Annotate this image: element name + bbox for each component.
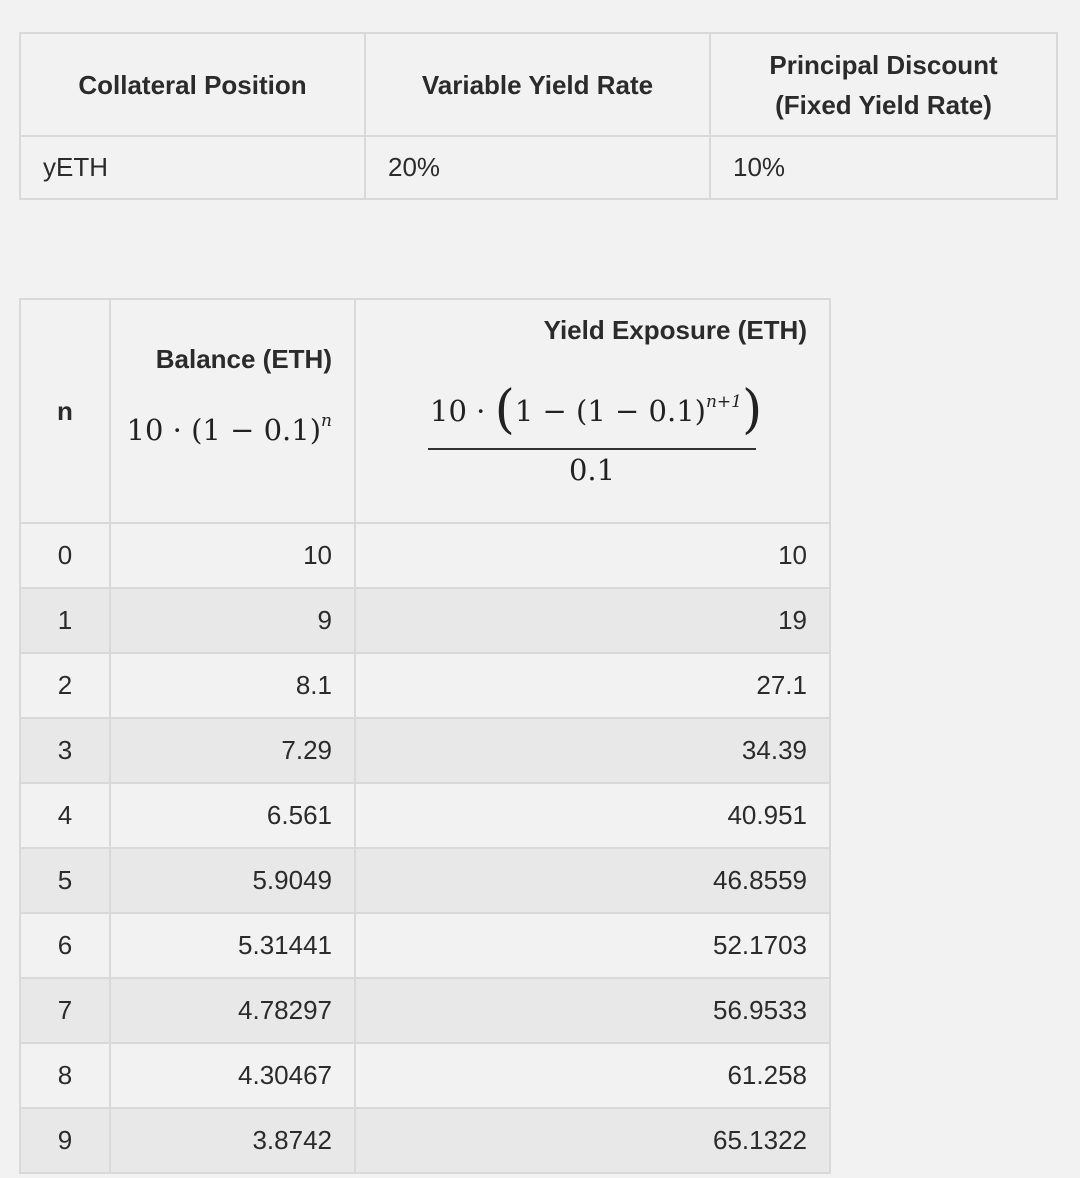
yield-exposure-header	[355, 299, 830, 523]
principal-discount-header: Principal Discount (Fixed Yield Rate)	[710, 33, 1057, 136]
collateral-position-header: Collateral Position	[20, 33, 365, 136]
n-header: n	[20, 299, 110, 523]
collateral-position-cell: yETH	[20, 136, 365, 199]
collateral-table-header-row	[20, 33, 1057, 136]
yield-formula-fraction-bar	[428, 448, 756, 450]
yield-cell: 52.1703	[355, 913, 830, 978]
table-row	[20, 848, 830, 913]
n-cell: 9	[20, 1108, 110, 1173]
variable-yield-rate-cell: 20%	[365, 136, 710, 199]
yield-cell: 19	[355, 588, 830, 653]
table-row	[20, 1108, 830, 1173]
yield-cell: 34.39	[355, 718, 830, 783]
variable-yield-rate-header: Variable Yield Rate	[365, 33, 710, 136]
n-cell: 6	[20, 913, 110, 978]
n-cell: 2	[20, 653, 110, 718]
yield-cell: 40.951	[355, 783, 830, 848]
table-row	[20, 523, 830, 588]
yield-formula-denominator: 0.1	[568, 453, 616, 487]
balance-cell: 8.1	[110, 653, 355, 718]
n-cell: 3	[20, 718, 110, 783]
balance-cell: 3.8742	[110, 1108, 355, 1173]
yield-cell: 27.1	[355, 653, 830, 718]
n-cell: 8	[20, 1043, 110, 1108]
balance-cell: 5.31441	[110, 913, 355, 978]
balance-cell: 10	[110, 523, 355, 588]
table-row	[20, 718, 830, 783]
yield-exposure-table	[19, 298, 831, 1174]
yield-formula-numerator: $10 \cdot (1 - (1 - 0.1)^{n+1})$	[430, 380, 763, 440]
collateral-table-row	[20, 136, 1057, 199]
table-row	[20, 913, 830, 978]
balance-header-label: Balance (ETH)	[155, 344, 332, 374]
yield-cell: 56.9533	[355, 978, 830, 1043]
n-cell: 1	[20, 588, 110, 653]
table-row	[20, 1043, 830, 1108]
n-cell: 7	[20, 978, 110, 1043]
balance-cell: 5.9049	[110, 848, 355, 913]
table-row	[20, 978, 830, 1043]
yield-cell: 65.1322	[355, 1108, 830, 1173]
collateral-table	[19, 32, 1058, 200]
yield-cell: 46.8559	[355, 848, 830, 913]
table-row	[20, 653, 830, 718]
yield-exposure-header-label: Yield Exposure (ETH)	[543, 315, 807, 345]
balance-formula: $10 \cdot (1 - 0.1)^n$	[126, 411, 332, 447]
balance-cell: 9	[110, 588, 355, 653]
yield-cell: 10	[355, 523, 830, 588]
table-row	[20, 783, 830, 848]
balance-header	[110, 299, 355, 523]
yield-cell: 61.258	[355, 1043, 830, 1108]
balance-cell: 4.78297	[110, 978, 355, 1043]
balance-cell: 4.30467	[110, 1043, 355, 1108]
n-cell: 0	[20, 523, 110, 588]
table-row	[20, 588, 830, 653]
n-cell: 4	[20, 783, 110, 848]
n-cell: 5	[20, 848, 110, 913]
balance-cell: 6.561	[110, 783, 355, 848]
balance-cell: 7.29	[110, 718, 355, 783]
yield-table-header-row	[20, 299, 830, 523]
principal-discount-cell: 10%	[710, 136, 1057, 199]
